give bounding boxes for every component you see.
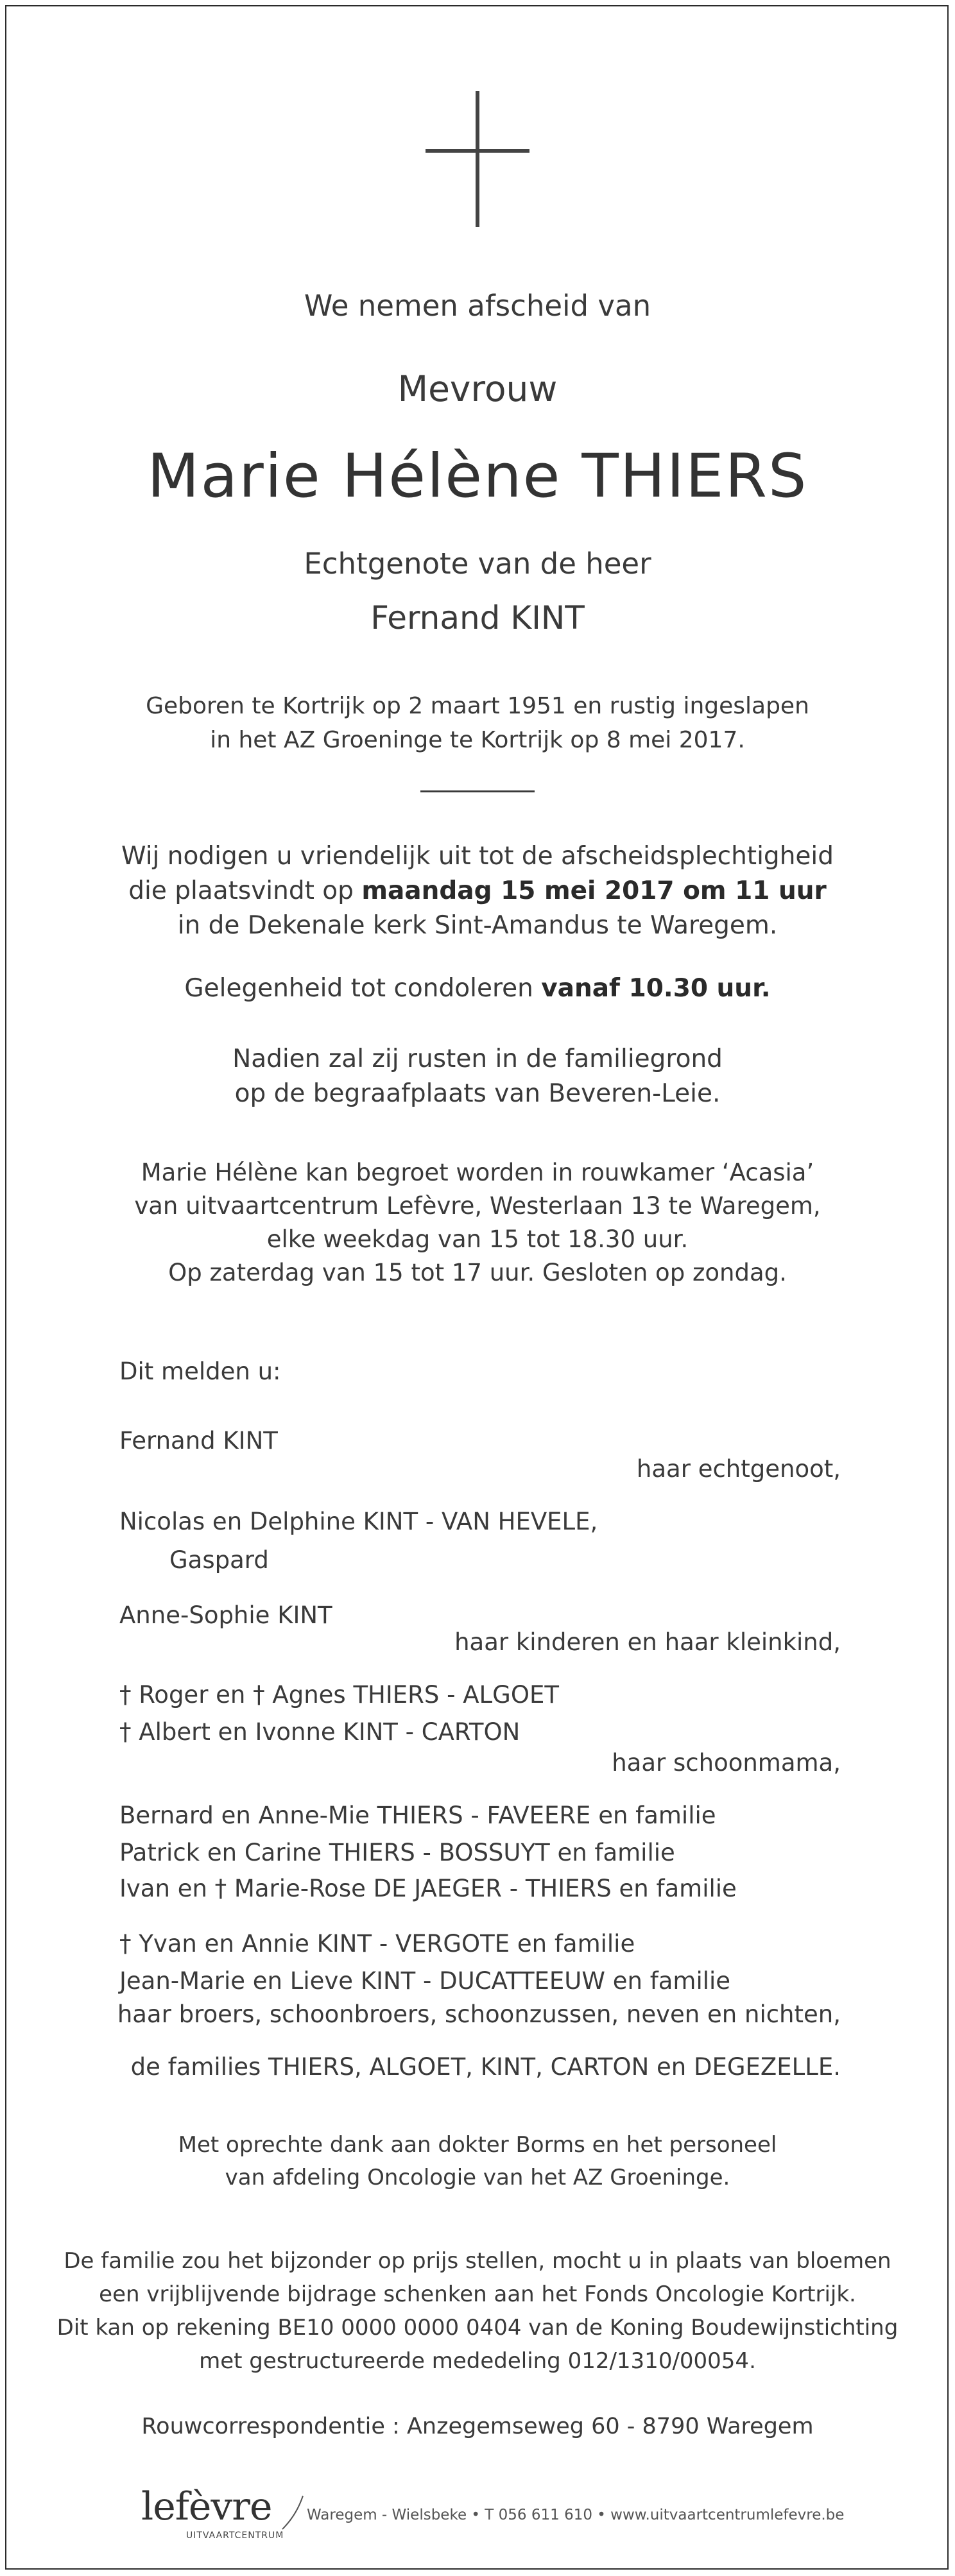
invite-line xyxy=(0,874,955,908)
burial-line: Nadien zal zij rusten in de familiegrond xyxy=(232,1045,723,1073)
thanks-line: van afdeling Oncologie van het AZ Groeninge. xyxy=(225,2165,730,2190)
extended-families: de families THIERS, ALGOET, KINT, CARTON en DEGEZELLE. xyxy=(130,2053,841,2081)
family-member: Gaspard xyxy=(169,1546,269,1574)
born-line: Geboren te Kortrijk op 2 maart 1951 en rustig ingeslapen xyxy=(146,693,809,719)
intro-text: We nemen afscheid van xyxy=(304,289,651,323)
ceremony-datetime: maandag 15 mei 2017 om 11 uur xyxy=(361,876,827,905)
condolence-time: vanaf 10.30 uur. xyxy=(541,974,771,1003)
family-role: haar kinderen en haar kleinkind, xyxy=(454,1628,841,1656)
family-member: Jean-Marie en Lieve KINT - DUCATTEEUW en familie xyxy=(119,1967,731,1995)
donation-line: Dit kan op rekening BE10 0000 0000 0404 van de Koning Boudewijnstichting xyxy=(56,2315,899,2341)
family-member: Fernand KINT xyxy=(119,1427,278,1454)
family-member: Patrick en Carine THIERS - BOSSUYT en familie xyxy=(119,1839,675,1866)
visit-line: Op zaterdag van 15 tot 17 uur. Gesloten op zondag. xyxy=(168,1259,787,1286)
spouse-name: Fernand KINT xyxy=(370,599,585,636)
title-text: Mevrouw xyxy=(397,368,558,409)
correspondence-address: Rouwcorrespondentie : Anzegemseweg 60 - 8790 Waregem xyxy=(141,2414,814,2439)
family-member: Bernard en Anne-Mie THIERS - FAVEERE en familie xyxy=(119,1802,716,1829)
invite-line: in de Dekenale kerk Sint-Amandus te Waregem. xyxy=(177,911,778,940)
family-member: † Roger en † Agnes THIERS - ALGOET xyxy=(119,1681,559,1709)
birth-death-info xyxy=(0,689,955,757)
family-role: haar broers, schoonbroers, schoonzussen, neven en nichten, xyxy=(117,2000,841,2028)
logo-subtitle: UITVAARTCENTRUM xyxy=(186,2530,284,2541)
visitation-info xyxy=(0,1156,955,1290)
family-member: † Albert en Ivonne KINT - CARTON xyxy=(119,1718,521,1746)
donation-line: De familie zou het bijzonder op prijs stellen, mocht u in plaats van bloemen xyxy=(64,2248,891,2274)
visit-line: elke weekdag van 15 tot 18.30 uur. xyxy=(266,1225,689,1253)
family-member: Anne-Sophie KINT xyxy=(119,1601,332,1629)
donation-line: een vrijblijvende bijdrage schenken aan het Fonds Oncologie Kortrijk. xyxy=(99,2282,856,2307)
invite-line: Wij nodigen u vriendelijk uit tot de afscheidsplechtigheid xyxy=(121,842,834,871)
family-member: Nicolas en Delphine KINT - VAN HEVELE, xyxy=(119,1508,598,1535)
condolence-text: Gelegenheid tot condoleren xyxy=(184,974,542,1003)
visit-line: van uitvaartcentrum Lefèvre, Westerlaan 13 te Waregem, xyxy=(134,1192,821,1220)
invitation xyxy=(0,839,955,943)
divider xyxy=(420,790,535,792)
deceased-name: Marie Hélène THIERS xyxy=(147,441,808,511)
visit-line: Marie Hélène kan begroet worden in rouwkamer ‘Acasia’ xyxy=(141,1159,814,1186)
died-line: in het AZ Groeninge te Kortrijk op 8 mei 2017. xyxy=(210,727,745,753)
thanks-text xyxy=(0,2129,955,2194)
logo-wordmark: lefèvre xyxy=(141,2484,272,2529)
relation-text: Echtgenote van de heer xyxy=(304,547,651,581)
family-member: † Yvan en Annie KINT - VERGOTE en familie xyxy=(119,1930,635,1958)
donation-line: met gestructureerde mededeling 012/1310/00054. xyxy=(199,2348,756,2374)
announce-text: Dit melden u: xyxy=(119,1358,281,1385)
footer-contact: Waregem - Wielsbeke • T 056 611 610 • www.uitvaartcentrumlefevre.be xyxy=(307,2507,845,2523)
burial-line: op de begraafplaats van Beveren-Leie. xyxy=(234,1079,721,1108)
condolence-info xyxy=(0,974,955,1003)
family-role: haar echtgenoot, xyxy=(636,1455,841,1483)
family-role: haar schoonmama, xyxy=(612,1749,841,1777)
invite-text: die plaatsvindt op xyxy=(128,876,362,905)
donation-text xyxy=(0,2244,955,2378)
thanks-line: Met oprechte dank aan dokter Borms en het personeel xyxy=(178,2132,777,2158)
family-member: Ivan en † Marie-Rose DE JAEGER - THIERS en familie xyxy=(119,1875,737,1902)
burial-info xyxy=(0,1042,955,1111)
